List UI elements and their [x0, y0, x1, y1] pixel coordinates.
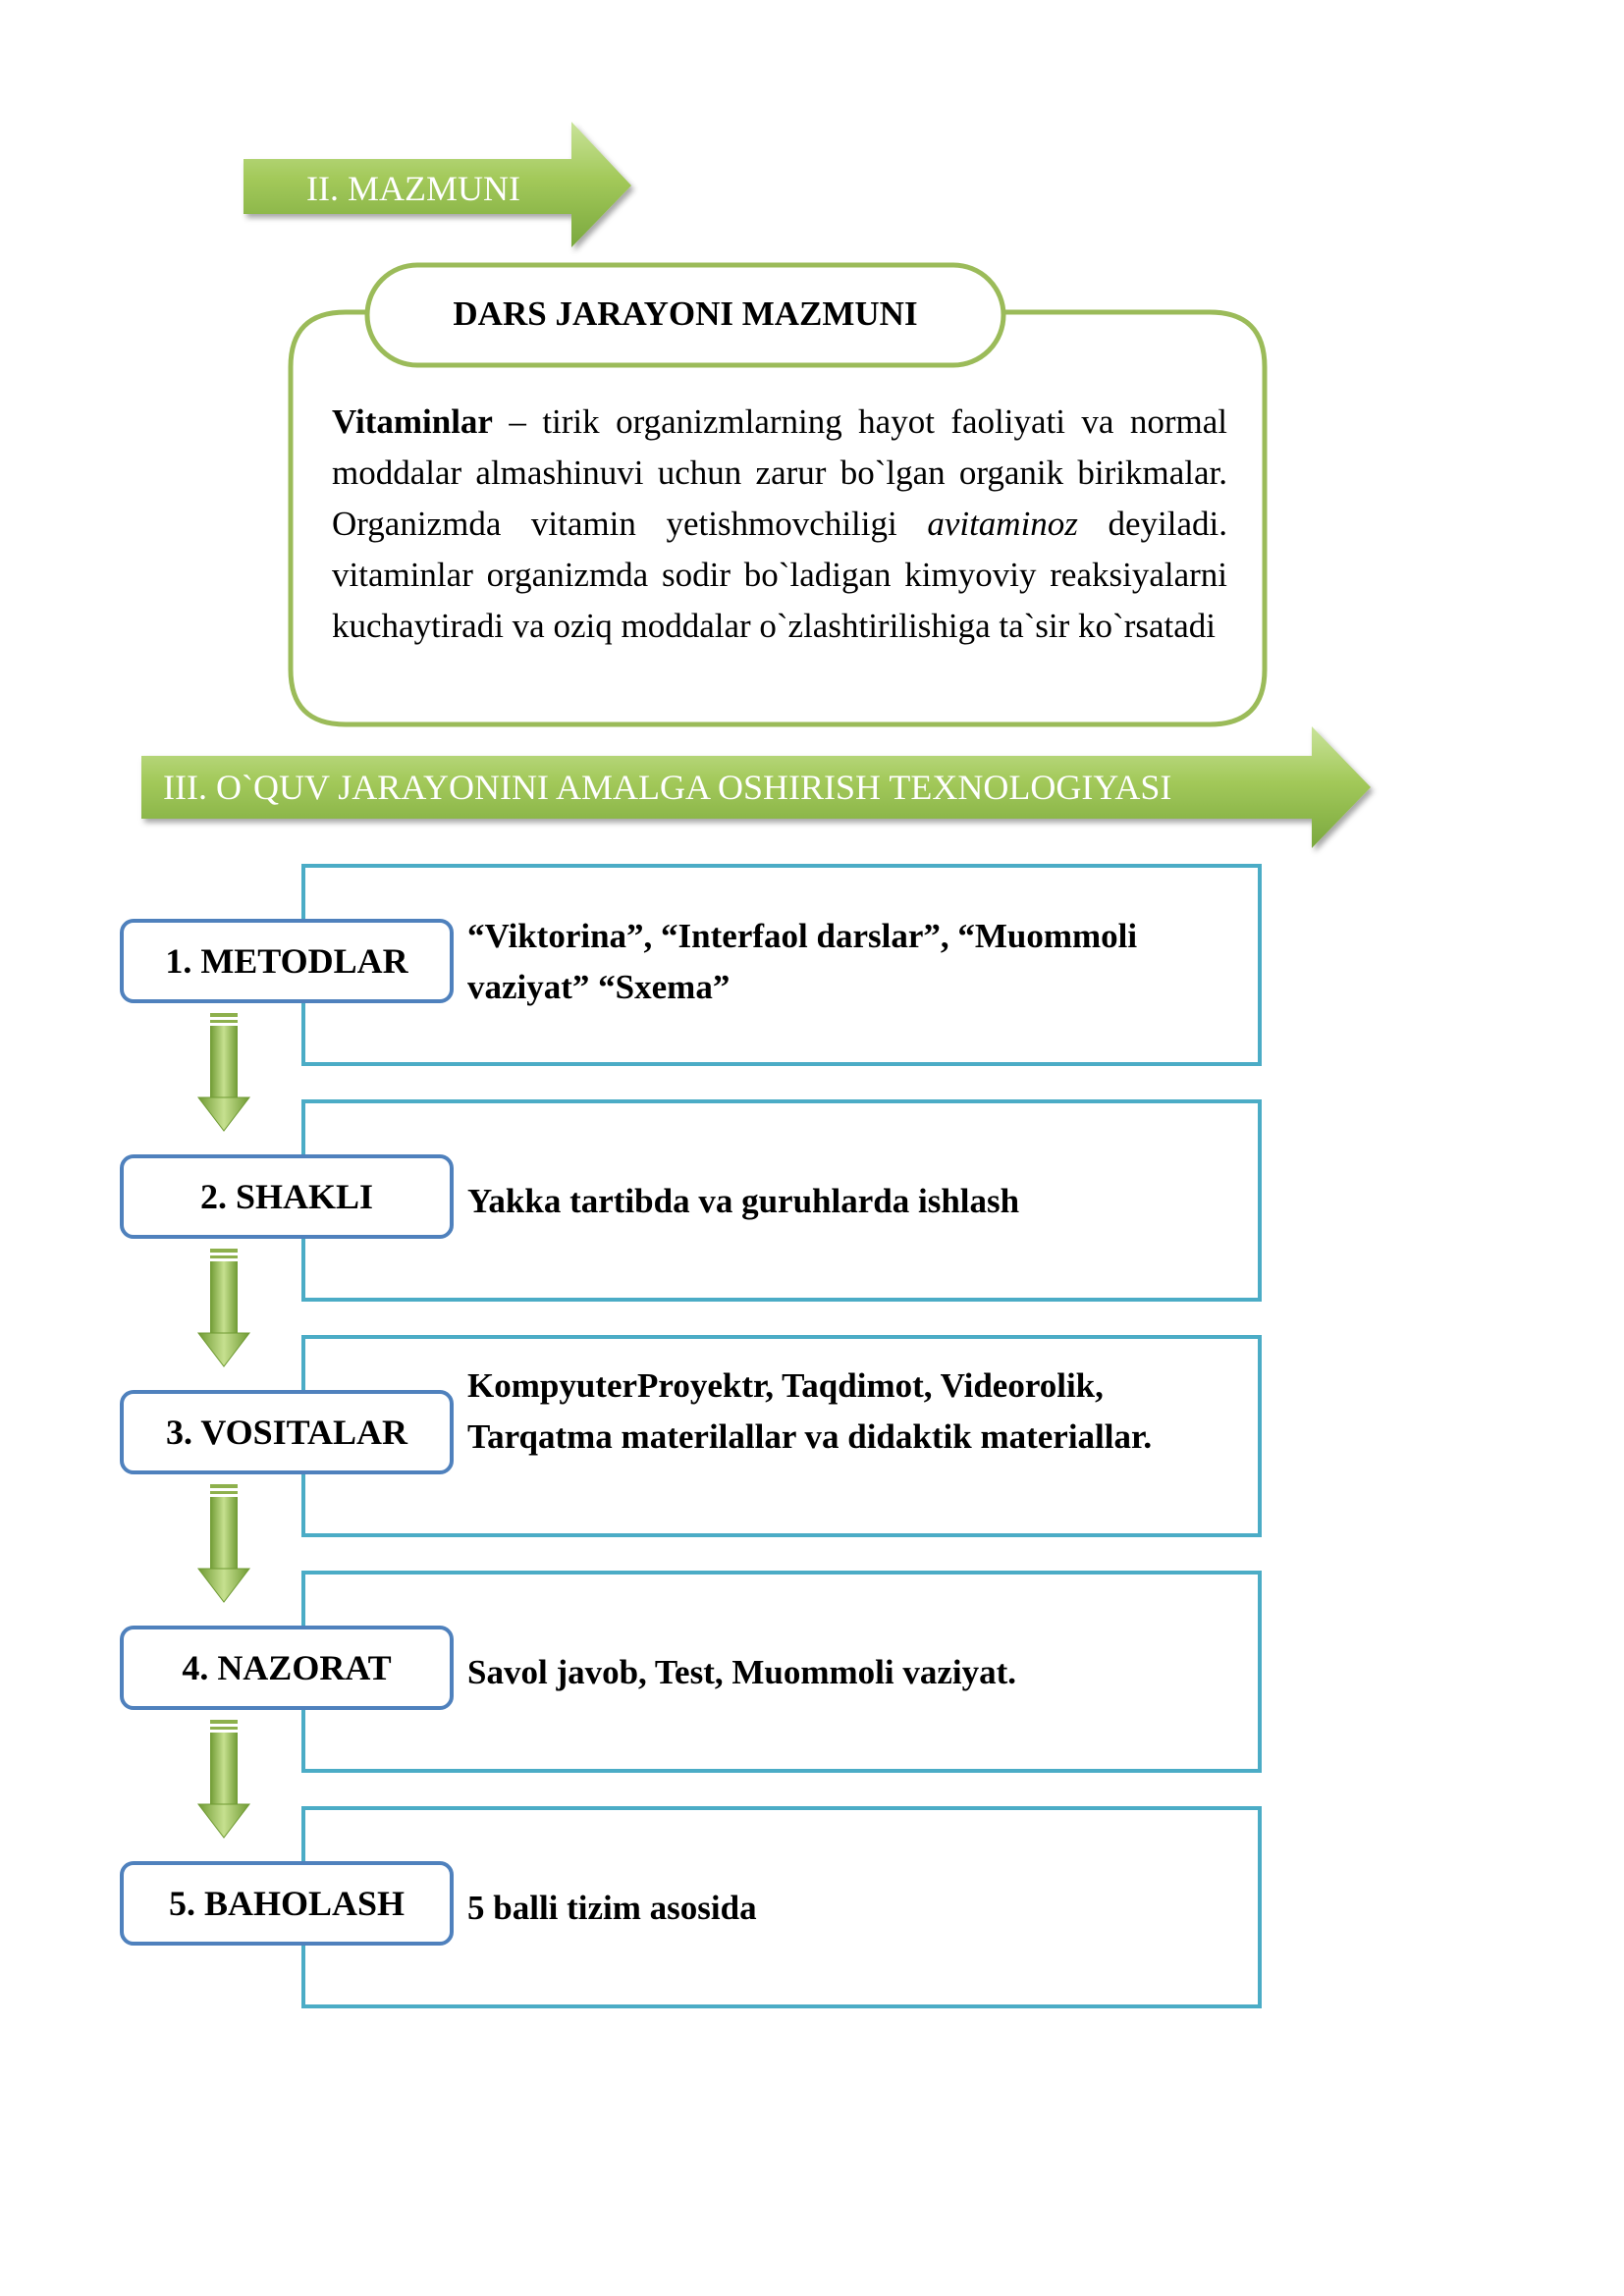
step-label-shakli: 2. SHAKLI	[120, 1154, 454, 1239]
step-label-vositalar: 3. VOSITALAR	[120, 1390, 454, 1474]
definition-text: – tirik organizmlarning hayot faoliyati va normal moddalar almashinuvi uchun zarur bo`lgan organik birikmalar. Organizmda vitamin yetishmovchiligi	[332, 402, 1227, 543]
step-text-shakli: Yakka tartibda va guruhlarda ishlash	[467, 1182, 1020, 1220]
definition-text-continued: deyiladi. vitaminlar organizmda sodir bo`ladigan kimyoviy reaksiyalarni kuchaytiradi va oziq moddalar o`zlashtirilishiga ta`sir ko`rsatadi	[332, 505, 1227, 645]
step-text-vositalar: KompyuterProyektr, Taqdimot, Videorolik, Tarqatma materilallar va didaktik materiallar.	[467, 1366, 1153, 1456]
down-arrow-icon	[196, 1013, 251, 1135]
step-label-nazorat: 4. NAZORAT	[120, 1626, 454, 1710]
down-arrow-icon	[196, 1249, 251, 1370]
section-two-banner	[244, 122, 636, 249]
lesson-content-frame	[287, 259, 1269, 728]
term-avitaminoz: avitaminoz	[927, 505, 1078, 543]
content-frame-title: DARS JARAYONI MAZMUNI	[453, 294, 918, 333]
step-label-baholash: 5. BAHOLASH	[120, 1861, 454, 1946]
down-arrow-icon	[196, 1484, 251, 1606]
step-label-metodlar: 1. METODLAR	[120, 919, 454, 1003]
step-text-metodlar: “Viktorina”, “Interfaol darslar”, “Muommoli vaziyat” “Sxema”	[467, 917, 1138, 1006]
section-two-title: II. MAZMUNI	[306, 169, 520, 208]
section-three-title: III. O`QUV JARAYONINI AMALGA OSHIRISH TEXNOLOGIYASI	[163, 768, 1172, 807]
down-arrow-icon	[196, 1720, 251, 1842]
step-text-baholash: 5 balli tizim asosida	[467, 1889, 757, 1927]
section-three-banner	[141, 726, 1379, 854]
step-text-nazorat: Savol javob, Test, Muommoli vaziyat.	[467, 1653, 1017, 1691]
content-frame-text	[332, 397, 1227, 652]
term-vitaminlar: Vitaminlar	[332, 402, 493, 441]
